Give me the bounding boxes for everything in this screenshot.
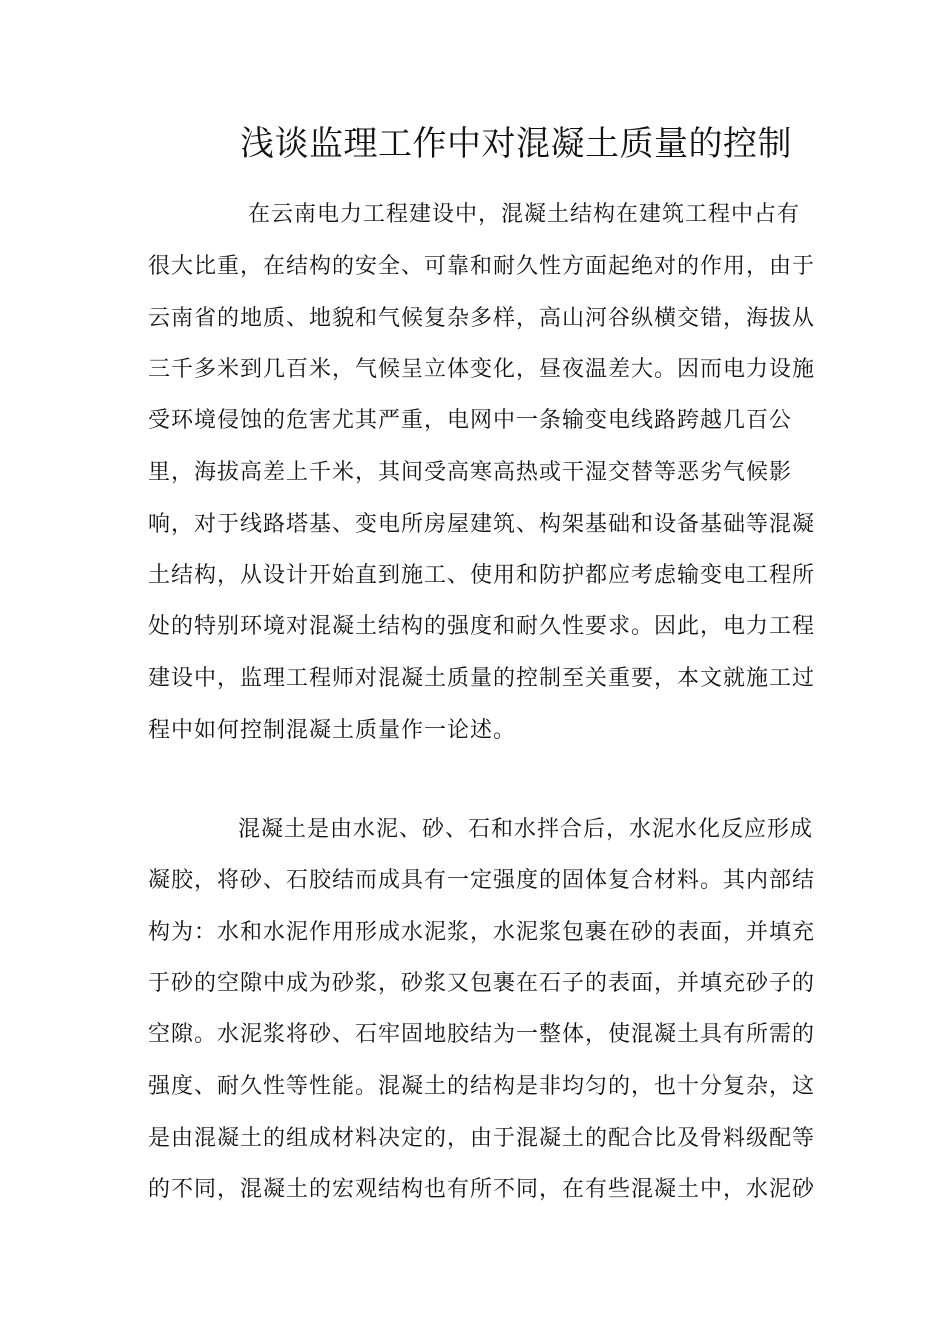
paragraph-line: 强度、耐久性等性能。混凝土的结构是非均匀的，也十分复杂，这	[148, 1074, 816, 1099]
paragraph-line: 混凝土是由水泥、砂、石和水拌合后，水泥水化反应形成	[238, 817, 814, 842]
paragraph-line: 程中如何控制混凝土质量作一论述。	[148, 718, 517, 743]
paragraph-line: 构为：水和水泥作用形成水泥浆，水泥浆包裹在砂的表面，并填充	[148, 920, 816, 945]
paragraph-line: 云南省的地质、地貌和气候复杂多样，高山河谷纵横交错，海拔从	[148, 306, 816, 331]
paragraph-line: 响，对于线路塔基、变电所房屋建筑、构架基础和设备基础等混凝	[148, 512, 816, 537]
document-title: 浅谈监理工作中对混凝土质量的控制	[240, 124, 792, 164]
paragraph-line: 在云南电力工程建设中，混凝土结构在建筑工程中占有	[248, 202, 801, 227]
paragraph-line: 的不同，混凝土的宏观结构也有所不同，在有些混凝土中，水泥砂	[148, 1177, 816, 1202]
paragraph-line: 土结构，从设计开始直到施工、使用和防护都应考虑输变电工程所	[148, 563, 816, 588]
paragraph-line: 三千多米到几百米，气候呈立体变化，昼夜温差大。因而电力设施	[148, 357, 816, 382]
paragraph-line: 是由混凝土的组成材料决定的，由于混凝土的配合比及骨料级配等	[148, 1126, 816, 1151]
paragraph-line: 凝胶，将砂、石胶结而成具有一定强度的固体复合材料。其内部结	[148, 868, 816, 893]
paragraph-line: 建设中，监理工程师对混凝土质量的控制至关重要，本文就施工过	[148, 666, 816, 691]
paragraph-line: 受环境侵蚀的危害尤其严重，电网中一条输变电线路跨越几百公	[148, 408, 793, 433]
paragraph-line: 很大比重，在结构的安全、可靠和耐久性方面起绝对的作用，由于	[148, 254, 816, 279]
paragraph-line: 于砂的空隙中成为砂浆，砂浆又包裹在石子的表面，并填充砂子的	[148, 971, 816, 996]
paragraph-line: 空隙。水泥浆将砂、石牢固地胶结为一整体，使混凝土具有所需的	[148, 1022, 816, 1047]
paragraph-line: 处的特别环境对混凝土结构的强度和耐久性要求。因此，电力工程	[148, 614, 816, 639]
paragraph-line: 里，海拔高差上千米，其间受高寒高热或干湿交替等恶劣气候影	[148, 460, 793, 485]
